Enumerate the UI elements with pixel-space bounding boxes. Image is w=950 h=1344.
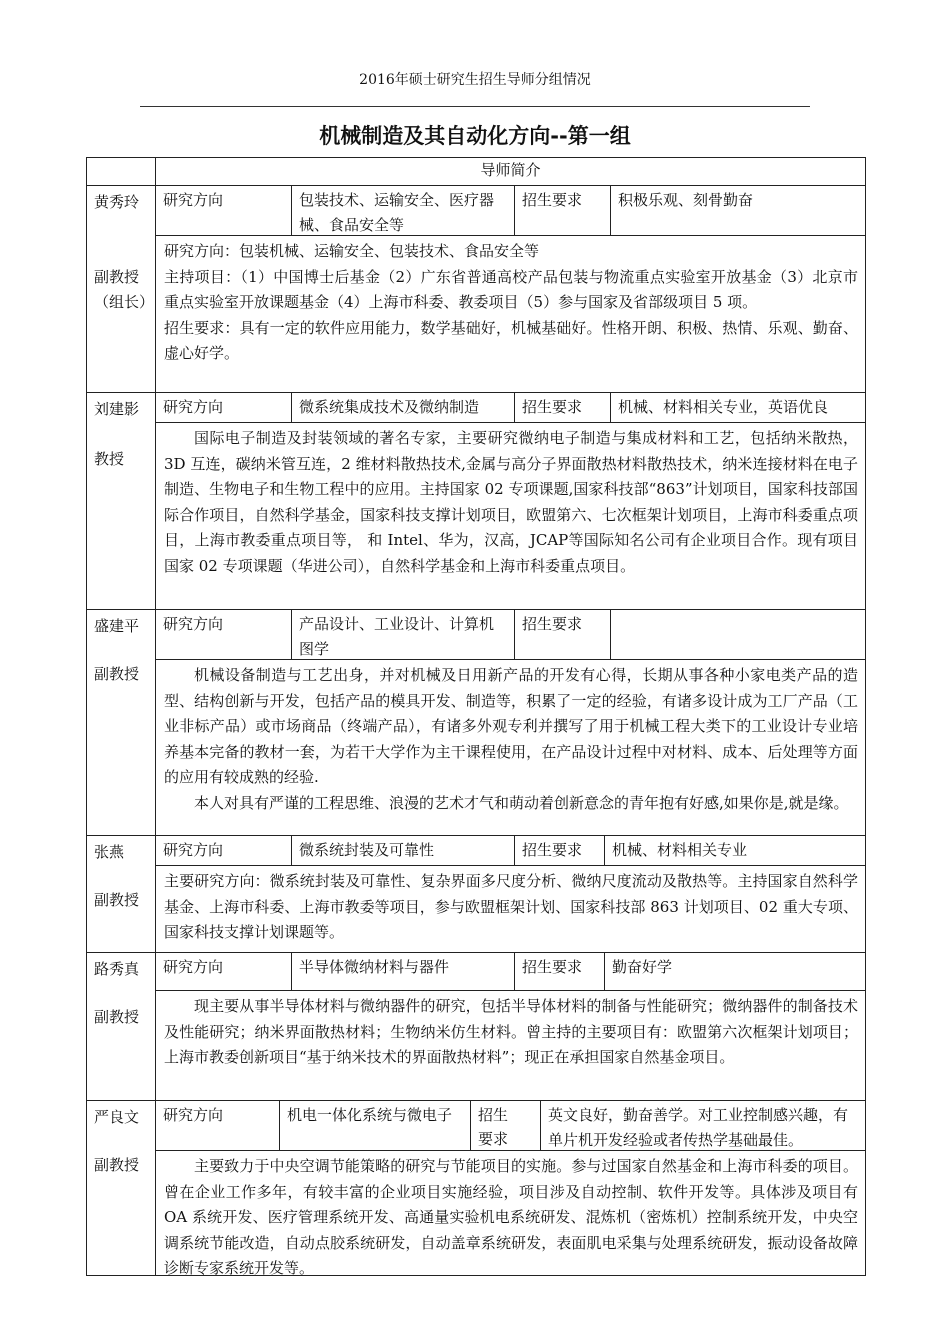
- page-header: 2016年硕士研究生招生导师分组情况: [359, 72, 591, 88]
- research-label: 研究方向: [156, 953, 292, 990]
- advisor-row-yan: [87, 1101, 865, 1275]
- requirement-label: 招生要求: [515, 393, 611, 422]
- research-label: 研究方向: [156, 836, 292, 865]
- advisor-name-cell: [87, 1101, 156, 1275]
- intro-paragraph: 主持项目：（1）中国博士后基金（2）广东省普通高校产品包装与物流重点实验室开放基金（3）北京市重点实验室开放课题基金（4）上海市科委、教委项目（5）参与国家及省部级项目 5 项。: [164, 267, 858, 311]
- advisor-intro: [156, 236, 865, 369]
- intro-paragraph: 机械设备制造与工艺出身，并对机械及日用新产品的开发有心得，长期从事各种小家电类产品的造型、结构创新与开发，包括产品的模具开发、制造等，积累了一定的经验，有诸多设计成为工厂产品（工业非标产品）或市场商品（终端产品），有诸多外观专利并撰写了用于机械工程大类下的工业设计专业培养基本完备的教材一套，为若干大学作为主干课程使用，在产品设计过程中对材料、成本、后处理等方面的应用有较成熟的经验.: [164, 666, 858, 786]
- intro-paragraph: 招生要求：具有一定的软件应用能力，数学基础好，机械基础好。性格开朗、积极、热情、乐观、勤奋、虚心好学。: [164, 318, 858, 362]
- requirement-label: 招生要求: [515, 186, 611, 235]
- requirement-label: 招生要求: [515, 953, 605, 990]
- advisor-intro: [156, 1151, 865, 1284]
- requirement-value: 积极乐观、刻骨勤奋: [618, 191, 754, 209]
- requirement-label: [471, 1101, 541, 1150]
- intro-paragraph: 主要致力于中央空调节能策略的研究与节能项目的实施。参与过国家自然基金和上海市科委的项目。曾在企业工作多年，有较丰富的企业项目实施经验，项目涉及自动控制、软件开发等。具体涉及项目有 OA 系统开发、医疗管理系统开发、高通量实验机电系统研发、混炼机（密炼机）控制系统开发，中央空调系统节能改造，自动点胶系统研发，自动盖章系统研发，表面肌电采集与处理系统研发，振动设备故障诊断专家系统开发等。: [164, 1157, 858, 1277]
- advisor-rank: 副教授: [94, 1008, 140, 1026]
- advisor-name: 盛建平: [94, 617, 140, 635]
- requirement-value: 机械、材料相关专业，英语优良: [618, 398, 829, 416]
- advisor-name-cell: [87, 836, 156, 952]
- advisor-rank: 副教授: [94, 1156, 140, 1174]
- advisor-row-zhang: [87, 836, 865, 953]
- requirement-value: 英文良好，勤奋善学。对工业控制感兴趣，有单片机开发经验或者传热学基础最佳。: [548, 1106, 849, 1149]
- intro-paragraph: 国际电子制造及封装领域的著名专家，主要研究微纳电子制造与集成材料和工艺，包括纳米散热，3D 互连，碳纳米管互连，2 维材料散热技术,金属与高分子界面散热材料散热技术，纳米连接材料在电子制造、生物电子和生物工程中的应用。主持国家 02 专项课题,国家科技部“863”计划项目，国家科技部国际合作项目，自然科学基金，国家科技支撑计划项目，欧盟第六、七次框架计划项目，上海市科委重点项目，上海市教委重点项目等， 和 Intel、华为，汉高，JCAP等国际知名公司有企业项目合作。现有项目国家 02 专项课题（华进公司），自然科学基金和上海市科委重点项目。: [164, 429, 858, 575]
- advisor-name-cell: [87, 953, 156, 1100]
- advisor-name: 严良文: [94, 1108, 140, 1126]
- advisor-rank: 副教授: [94, 891, 140, 909]
- advisor-rank: 副教授（组长）: [94, 268, 155, 311]
- advisor-name: 路秀真: [94, 960, 140, 978]
- requirement-label-line: 招生: [478, 1106, 509, 1124]
- research-label: 研究方向: [156, 1101, 280, 1150]
- requirement-label: 招生要求: [515, 610, 611, 659]
- corner-cell: [87, 158, 156, 185]
- advisor-intro: [156, 660, 865, 818]
- requirement-value: 机械、材料相关专业: [612, 841, 748, 859]
- research-label: 研究方向: [156, 393, 292, 422]
- requirement-label-line: 要求: [478, 1130, 509, 1148]
- advisor-name-cell: [87, 610, 156, 835]
- advisor-rank: 教授: [94, 450, 125, 468]
- intro-paragraph: 现主要从事半导体材料与微纳器件的研究，包括半导体材料的制备与性能研究；微纳器件的制备技术及性能研究；纳米界面散热材料；生物纳米仿生材料。曾主持的主要项目有：欧盟第六次框架计划项目；上海市教委创新项目“基于纳米技术的界面散热材料”；现正在承担国家自然基金项目。: [164, 997, 858, 1066]
- table-header-row: [87, 158, 865, 186]
- intro-paragraph: 主要研究方向：微系统封装及可靠性、复杂界面多尺度分析、微纳尺度流动及散热等。主持国家自然科学基金、上海市科委、上海市教委等项目，参与欧盟框架计划、国家科技部 863 计划项目、02 重大专项、国家科技支撑计划课题等。: [164, 872, 858, 941]
- advisor-table: [86, 157, 866, 1276]
- page-title: 机械制造及其自动化方向--第一组: [319, 124, 631, 148]
- advisor-name-cell: [87, 186, 156, 392]
- research-value: 半导体微纳材料与器件: [292, 953, 515, 990]
- advisor-name: 刘建影: [94, 400, 140, 418]
- advisor-intro: [156, 991, 865, 1073]
- requirement-value: 勤奋好学: [612, 958, 673, 976]
- research-value: 产品设计、工业设计、计算机图学: [292, 610, 515, 659]
- header-rule: [140, 106, 810, 107]
- advisor-intro: [156, 866, 865, 948]
- table-header: 导师简介: [480, 161, 541, 179]
- research-label: 研究方向: [156, 186, 292, 235]
- requirement-value: [611, 610, 865, 659]
- advisor-name-cell: [87, 393, 156, 609]
- advisor-row-sheng: [87, 610, 865, 836]
- advisor-row-huang: [87, 186, 865, 393]
- advisor-name: 张燕: [94, 843, 125, 861]
- research-value: 微系统集成技术及微纳制造: [292, 393, 515, 422]
- intro-paragraph: 本人对具有严谨的工程思维、浪漫的艺术才气和萌动着创新意念的青年抱有好感,如果你是,就是缘。: [194, 793, 849, 812]
- advisor-name: 黄秀玲: [94, 193, 140, 211]
- research-value: 包装技术、运输安全、医疗器械、食品安全等: [292, 186, 515, 235]
- advisor-intro: [156, 423, 865, 581]
- research-value: 机电一体化系统与微电子: [280, 1101, 471, 1150]
- advisor-rank: 副教授: [94, 665, 140, 683]
- requirement-label: 招生要求: [515, 836, 605, 865]
- research-value: 微系统封装及可靠性: [292, 836, 515, 865]
- intro-paragraph: 研究方向：包装机械、运输安全、包装技术、食品安全等: [164, 242, 540, 260]
- research-label: 研究方向: [156, 610, 292, 659]
- advisor-row-lu: [87, 953, 865, 1101]
- advisor-row-liu: [87, 393, 865, 610]
